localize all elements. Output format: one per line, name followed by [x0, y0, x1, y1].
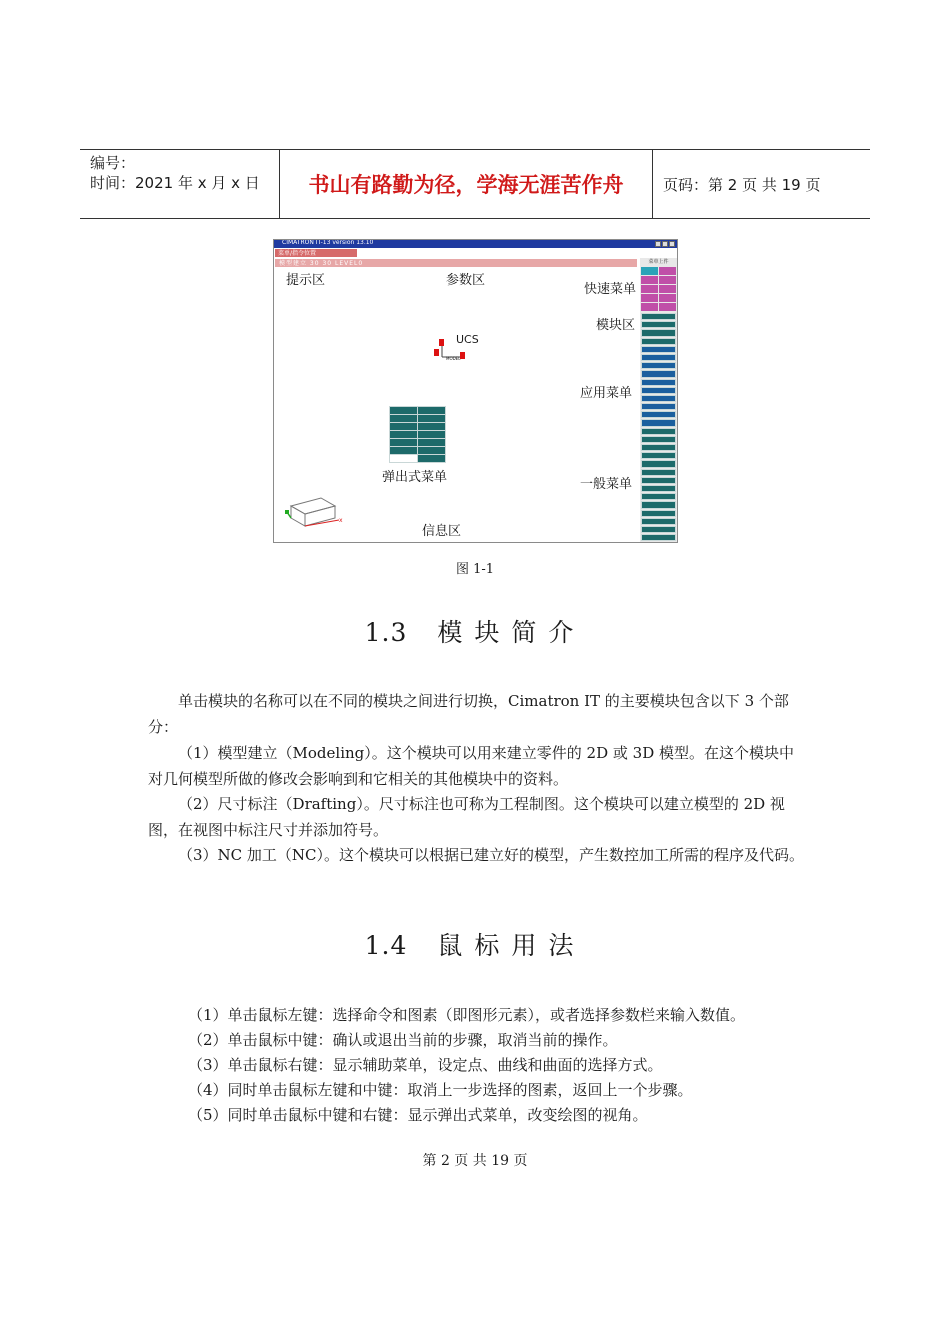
- quick-menu-button[interactable]: [641, 294, 658, 302]
- quick-menu-button[interactable]: [641, 285, 658, 293]
- label-param-area: 参数区: [446, 273, 486, 288]
- popup-cell: [418, 431, 445, 438]
- intro-paragraph: 单击模块的名称可以在不同的模块之间进行切换，Cimatron IT 的主要模块包含以下 3 个部分：: [148, 692, 789, 736]
- list-item: （4）同时单击鼠标左键和中键：取消上一步选择的图素，返回上一个步骤。: [188, 1081, 693, 1099]
- menu-button[interactable]: [641, 329, 676, 336]
- menu-button[interactable]: [641, 493, 676, 500]
- menu-button[interactable]: [641, 444, 676, 451]
- menu-button[interactable]: [641, 510, 676, 517]
- module-item-drafting: （2）尺寸标注（Drafting）。尺寸标注也可称为工程制图。这个模块可以建立模型的 2D 视图，在视图中标注尺寸并添加符号。: [148, 795, 785, 839]
- quick-menu-button[interactable]: [659, 267, 676, 275]
- label-module-area: 模块区: [596, 318, 636, 333]
- menu-button[interactable]: [641, 370, 676, 377]
- label-info-area: 信息区: [422, 524, 462, 539]
- menu-button[interactable]: [641, 387, 676, 394]
- header-left-cell: [80, 150, 280, 218]
- figure-screenshot: [273, 239, 678, 543]
- list-item: （2）单击鼠标中键：确认或退出当前的步骤，取消当前的操作。: [188, 1031, 618, 1049]
- quick-menu-button[interactable]: [659, 285, 676, 293]
- menu-button[interactable]: [641, 313, 676, 320]
- close-icon: [669, 241, 675, 247]
- label-quick-menu: 快速菜单: [584, 282, 637, 297]
- list-item: （5）同时单击鼠标中键和右键：显示弹出式菜单，改变绘图的视角。: [188, 1106, 648, 1124]
- time-label: 时间：2021 年 x 月 x 日: [90, 174, 260, 192]
- menu-button[interactable]: [641, 379, 676, 386]
- ucs-label: UCS: [456, 333, 479, 346]
- menu-button[interactable]: [641, 436, 676, 443]
- right-panel-top-label: 菜单上件: [648, 259, 669, 265]
- number-label: 编号：: [90, 154, 136, 172]
- module-item-nc: （3）NC 加工（NC）。这个模块可以根据已建立好的模型，产生数控加工所需的程序及代码。: [178, 846, 805, 864]
- axis-box-icon: [283, 492, 345, 528]
- right-menu-panel: [640, 258, 677, 542]
- label-general-menu: 一般菜单: [580, 477, 633, 492]
- quick-menu-button[interactable]: [659, 276, 676, 284]
- menu-button[interactable]: [641, 411, 676, 418]
- menu-button[interactable]: [641, 501, 676, 508]
- quick-menu-button[interactable]: [641, 267, 658, 275]
- menu-button[interactable]: [641, 477, 676, 484]
- popup-cell: [418, 415, 445, 422]
- menu-button[interactable]: [641, 346, 676, 353]
- label-popup-menu: 弹出式菜单: [382, 470, 448, 485]
- section-number: 1.4: [364, 931, 408, 960]
- popup-cell: [390, 431, 417, 438]
- quick-menu-button[interactable]: [641, 276, 658, 284]
- popup-menu: [389, 406, 446, 463]
- menu-button[interactable]: [641, 485, 676, 492]
- menu-button[interactable]: [641, 395, 676, 402]
- menu-button[interactable]: [641, 460, 676, 467]
- popup-cell: [390, 423, 417, 430]
- menu-button[interactable]: [641, 362, 676, 369]
- section-heading-1-3: [0, 613, 950, 649]
- section-title: 模块简介: [437, 618, 586, 647]
- menu-button[interactable]: [641, 321, 676, 328]
- menu-button[interactable]: [641, 526, 676, 533]
- list-item: （1）单击鼠标左键：选择命令和图素（即图形元素），或者选择参数栏来输入数值。: [188, 1006, 746, 1024]
- window-titlebar: [274, 240, 677, 248]
- popup-cell: [418, 447, 445, 454]
- minimize-icon: [655, 241, 661, 247]
- menu-button[interactable]: [641, 469, 676, 476]
- label-prompt-area: 提示区: [286, 273, 326, 288]
- motto: 书山有路勤为径，学海无涯苦作舟: [280, 150, 653, 218]
- param-bar: [275, 259, 637, 267]
- popup-cell: [390, 407, 417, 414]
- list-item: （3）单击鼠标右键：显示辅助菜单，设定点、曲线和曲面的选择方式。: [188, 1056, 663, 1074]
- popup-cell: [418, 423, 445, 430]
- popup-cell: [418, 407, 445, 414]
- popup-cell: [390, 447, 417, 454]
- popup-cell: [390, 439, 417, 446]
- section-number: 1.3: [364, 618, 408, 647]
- menu-button[interactable]: [641, 338, 676, 345]
- menu-button[interactable]: [641, 452, 676, 459]
- menu-button[interactable]: [641, 354, 676, 361]
- prompt-bar-text: 菜单/指令位置: [278, 250, 317, 257]
- mouse-usage-list: [188, 1003, 828, 1128]
- section-heading-1-4: [0, 926, 950, 962]
- ucs-sub-label: MODEL: [446, 356, 461, 361]
- menu-button[interactable]: [641, 534, 676, 541]
- window-controls: [655, 241, 675, 247]
- popup-cell: [418, 455, 445, 462]
- popup-cell: [390, 455, 417, 462]
- popup-cell: [418, 439, 445, 446]
- param-bar-text: 模型建立 30 30 LEVEL0: [279, 260, 364, 267]
- ucs-icon: [432, 333, 479, 365]
- label-app-menu: 应用菜单: [580, 386, 633, 401]
- page-info: 页码：第 2 页 共 19 页: [663, 175, 821, 194]
- document-header: [80, 149, 870, 219]
- maximize-icon: [662, 241, 668, 247]
- section-title: 鼠标用法: [437, 931, 586, 960]
- menu-button[interactable]: [641, 428, 676, 435]
- quick-menu-button[interactable]: [641, 303, 658, 311]
- menu-button[interactable]: [641, 403, 676, 410]
- popup-cell: [390, 415, 417, 422]
- module-and-app-menu: [641, 313, 676, 541]
- quick-menu-button[interactable]: [659, 303, 676, 311]
- prompt-bar: [275, 249, 357, 257]
- menu-button[interactable]: [641, 419, 676, 426]
- figure-caption: 图 1-1: [455, 562, 495, 577]
- menu-button[interactable]: [641, 518, 676, 525]
- quick-menu-button[interactable]: [659, 294, 676, 302]
- window-title: CIMATRON IT-13 version 13.10: [282, 239, 374, 246]
- svg-text:x: x: [339, 517, 343, 524]
- module-item-modeling: （1）模型建立（Modeling）。这个模块可以用来建立零件的 2D 或 3D 模型。在这个模块中对几何模型所做的修改会影响到和它相关的其他模块中的资料。: [148, 744, 794, 788]
- quick-menu-grid: [641, 267, 676, 311]
- page-footer: 第 2 页 共 19 页: [422, 1153, 528, 1169]
